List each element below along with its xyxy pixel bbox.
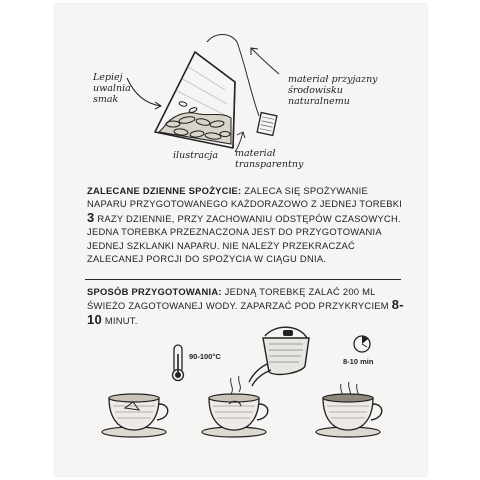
recommended-intake-paragraph xyxy=(87,184,405,265)
temperature-label: 90-100°C xyxy=(189,352,221,361)
illustration-caption: ilustracja xyxy=(173,150,219,161)
product-label-card xyxy=(55,4,427,476)
cup-with-teabag-icon xyxy=(101,392,171,438)
daily-times-value: 3 xyxy=(87,209,95,225)
annotation-right-bottom: materiał transparentny xyxy=(235,148,304,170)
preparation-text-a: JEDNĄ TOREBKĘ ZALAĆ 200 ML ŚWIEŻO ZAGOTOWANEJ WODY. ZAPARZAĆ POD PRZYKRYCIEM xyxy=(87,286,392,312)
recommended-intake-text-a: ZALECA SIĘ SPOŻYWANIE NAPARU PRZYGOTOWANEGO KAŻDORAZOWO Z JEDNEJ TOREBKI xyxy=(87,185,403,210)
preparation-text-b: MINUT. xyxy=(101,314,138,326)
section-divider xyxy=(85,279,401,280)
steep-minutes-value: 8-10 xyxy=(87,297,404,327)
preparation-heading: SPOSÓB PRZYGOTOWANIA: xyxy=(87,286,222,297)
annotation-right-top: materiał przyjazny środowisku naturalnemu xyxy=(288,74,378,107)
recommended-intake-text-b: RAZY DZIENNIE, PRZY ZACHOWANIU ODSTĘPÓW CZASOWYCH. JEDNA TOREBKA PRZEZNACZONA JEST DO PRZYGOTOWANIA JEDNEJ SZKLANKI NAPARU. NIE NALEŻY PRZEKRACZAĆ ZALECANEJ PORCJI DO SPOŻYCIA W CIĄGU DNIA. xyxy=(87,212,401,265)
cup-pouring-icon xyxy=(201,376,271,438)
cup-steaming-icon xyxy=(315,382,385,438)
thermometer-icon xyxy=(171,344,185,382)
annotation-left: Lepiej uwalnia smak xyxy=(93,72,131,105)
recommended-intake-heading: ZALECANE DZIENNE SPOŻYCIE: xyxy=(87,185,242,196)
preparation-paragraph xyxy=(87,285,405,327)
timer-icon xyxy=(352,334,372,354)
time-label: 8-10 min xyxy=(343,357,374,366)
